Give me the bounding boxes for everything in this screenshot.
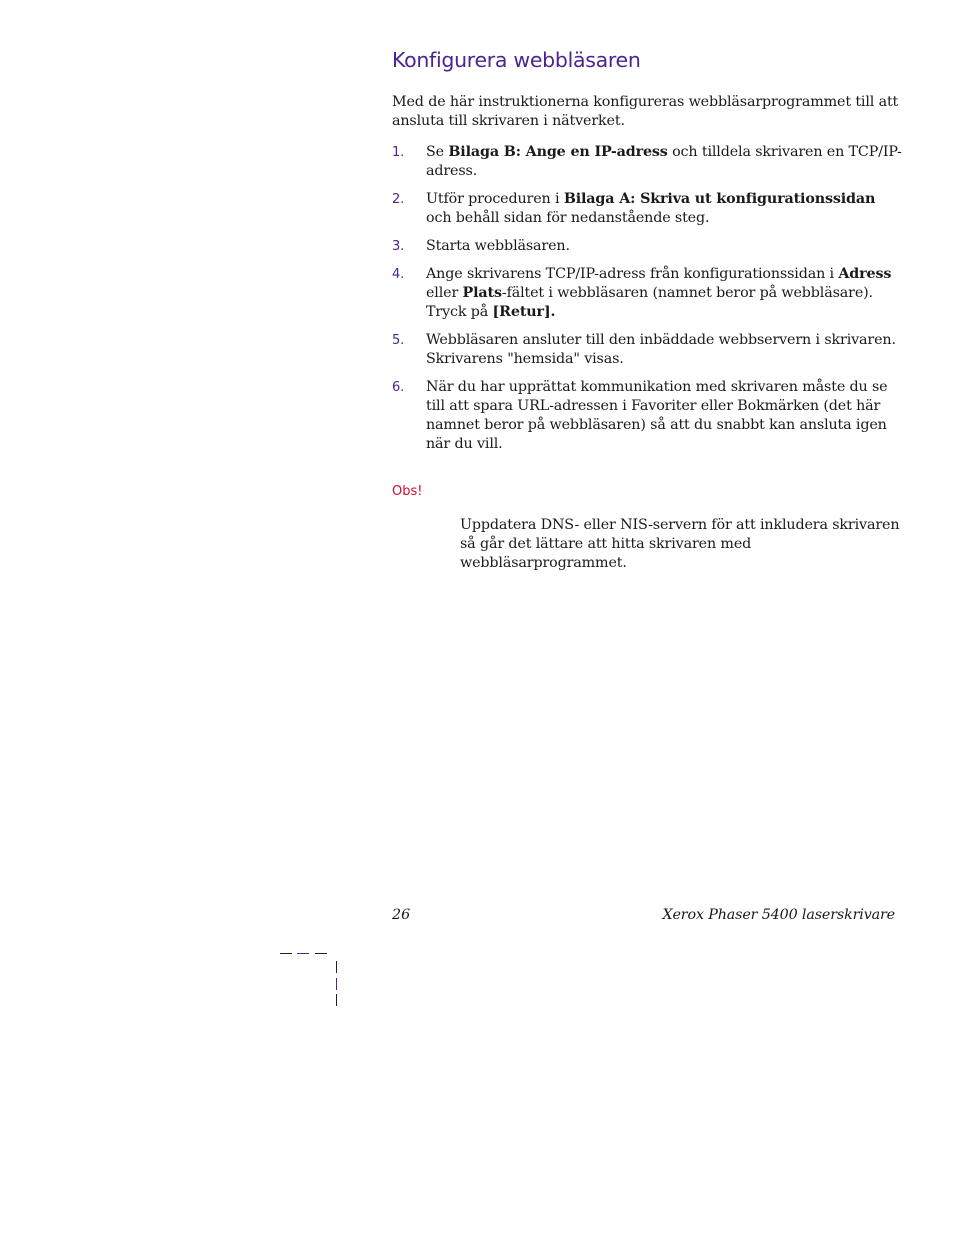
step-item: [392, 237, 902, 256]
step-text-bold: [Retur].: [492, 304, 556, 320]
step-text-run: Se: [426, 144, 449, 160]
intro-paragraph: Med de här instruktionerna konfigureras webbläsarprogrammet till att ansluta till skrivaren i nätverket.: [392, 94, 899, 129]
step-item: [392, 190, 902, 228]
crop-mark: [336, 978, 337, 990]
step-item: [392, 143, 902, 181]
crop-mark: [297, 953, 309, 954]
step-text: [426, 144, 902, 179]
step-text-run: Ange skrivarens TCP/IP-adress från konfigurationssidan i: [426, 266, 839, 282]
footer-product-title: Xerox Phaser 5400 laserskrivare: [662, 907, 895, 923]
step-number: 6.: [392, 380, 405, 395]
note-label: Obs!: [392, 484, 423, 499]
step-text: [426, 191, 875, 226]
step-item: [392, 378, 902, 454]
step-number: 2.: [392, 192, 405, 207]
step-text-run: Utför proceduren i: [426, 191, 564, 207]
step-text: [426, 238, 570, 254]
page-number: 26: [392, 907, 411, 923]
page-heading: Konfigurera webbläsaren: [392, 48, 641, 72]
step-text: [426, 379, 887, 452]
step-text: [426, 332, 896, 367]
step-text-bold: Adress: [838, 266, 892, 282]
crop-mark: [336, 961, 337, 973]
step-text-run: och behåll sidan för nedanstående steg.: [426, 210, 710, 226]
step-text-bold: Bilaga A: Skriva ut konfigurationssidan: [563, 191, 876, 207]
step-number: 3.: [392, 239, 405, 254]
step-text-run: Starta webbläsaren.: [426, 238, 570, 254]
step-text-run: eller: [426, 285, 463, 301]
step-number: 4.: [392, 267, 405, 282]
step-number: 1.: [392, 145, 405, 160]
crop-mark: [336, 994, 337, 1006]
step-text-run: och tilldela skrivaren en TCP/IP-adress.: [426, 144, 902, 179]
step-text-run: Webbläsaren ansluter till den inbäddade webbservern i skrivaren. Skrivarens "hemsida" visas.: [426, 332, 896, 367]
step-text-bold: Plats: [462, 285, 502, 301]
step-item: [392, 331, 902, 369]
step-item: [392, 265, 902, 322]
crop-mark: [315, 953, 327, 954]
step-number: 5.: [392, 333, 405, 348]
step-text-bold: Bilaga B: Ange en IP-adress: [448, 144, 668, 160]
step-text-run: När du har upprättat kommunikation med skrivaren måste du se till att spara URL-adressen i Favoriter eller Bokmärken (det här namnet beror på webbläsaren) så att du snabbt kan ansluta igen när du vill.: [426, 379, 888, 452]
step-text: [426, 266, 891, 320]
crop-mark: [280, 953, 292, 954]
note-text: Uppdatera DNS- eller NIS-servern för att inkludera skrivaren så går det lättare att hitta skrivaren med webbläsarprogrammet.: [460, 517, 900, 571]
instruction-steps: [392, 143, 902, 463]
step-text-run: -fältet i webbläsaren (namnet beror på webbläsare). Tryck på: [426, 285, 873, 320]
